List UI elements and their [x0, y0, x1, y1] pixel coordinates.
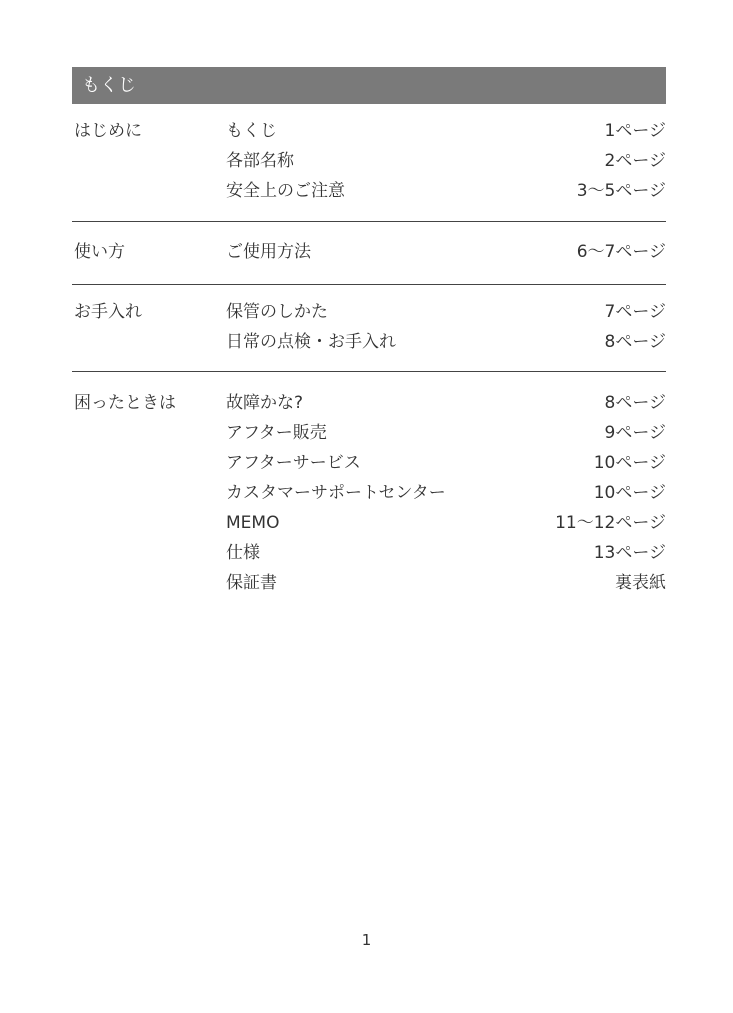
- section-label: 使い方: [74, 242, 125, 262]
- toc-entry[interactable]: [226, 568, 666, 598]
- page-number: 1: [361, 931, 372, 949]
- section-label: お手入れ: [74, 302, 142, 322]
- entry-title: MEMO: [226, 513, 280, 533]
- toc-entry[interactable]: [226, 176, 666, 206]
- entry-page: 11〜12ページ: [555, 513, 666, 533]
- table-of-contents: [72, 104, 666, 598]
- toc-section-introduction: [72, 104, 666, 222]
- entry-title: カスタマーサポートセンター: [226, 483, 446, 503]
- toc-entry[interactable]: [226, 478, 666, 508]
- toc-entry[interactable]: [226, 418, 666, 448]
- entry-page: 13ページ: [593, 543, 666, 563]
- entry-page: 6〜7ページ: [576, 242, 666, 262]
- entry-page: 3〜5ページ: [576, 181, 666, 201]
- toc-entry[interactable]: [226, 146, 666, 176]
- entry-title: 保証書: [226, 573, 277, 593]
- toc-entry[interactable]: [226, 538, 666, 568]
- toc-header-title: もくじ: [82, 75, 136, 96]
- entry-page: 裏表紙: [615, 573, 666, 593]
- toc-header: [72, 67, 666, 104]
- entry-title: 仕様: [226, 543, 260, 563]
- entry-title: 安全上のご注意: [226, 181, 345, 201]
- toc-section-maintenance: [72, 285, 666, 372]
- section-label: 困ったときは: [74, 393, 176, 413]
- entry-title: もくじ: [226, 121, 277, 141]
- toc-entry[interactable]: [226, 508, 666, 538]
- entry-title: 各部名称: [226, 151, 294, 171]
- entry-page: 10ページ: [593, 453, 666, 473]
- toc-entry[interactable]: [226, 388, 666, 418]
- entry-title: 日常の点検・お手入れ: [226, 332, 396, 352]
- toc-entry[interactable]: [226, 448, 666, 478]
- entry-page: 10ページ: [593, 483, 666, 503]
- entry-page: 8ページ: [604, 393, 666, 413]
- entry-title: 保管のしかた: [226, 302, 328, 322]
- toc-entry[interactable]: [226, 116, 666, 146]
- entry-page: 2ページ: [604, 151, 666, 171]
- entry-title: アフター販売: [226, 423, 327, 443]
- toc-entry[interactable]: [226, 327, 666, 357]
- toc-entry[interactable]: [226, 297, 666, 327]
- entry-title: 故障かな?: [226, 393, 304, 413]
- toc-entry[interactable]: [226, 237, 666, 267]
- entry-title: アフターサービス: [226, 453, 361, 473]
- entry-page: 9ページ: [604, 423, 666, 443]
- entry-title: ご使用方法: [226, 242, 311, 262]
- toc-section-troubleshooting: [72, 372, 666, 598]
- section-label: はじめに: [74, 121, 142, 141]
- toc-section-usage: [72, 222, 666, 285]
- entry-page: 1ページ: [604, 121, 666, 141]
- entry-page: 8ページ: [604, 332, 666, 352]
- entry-page: 7ページ: [604, 302, 666, 322]
